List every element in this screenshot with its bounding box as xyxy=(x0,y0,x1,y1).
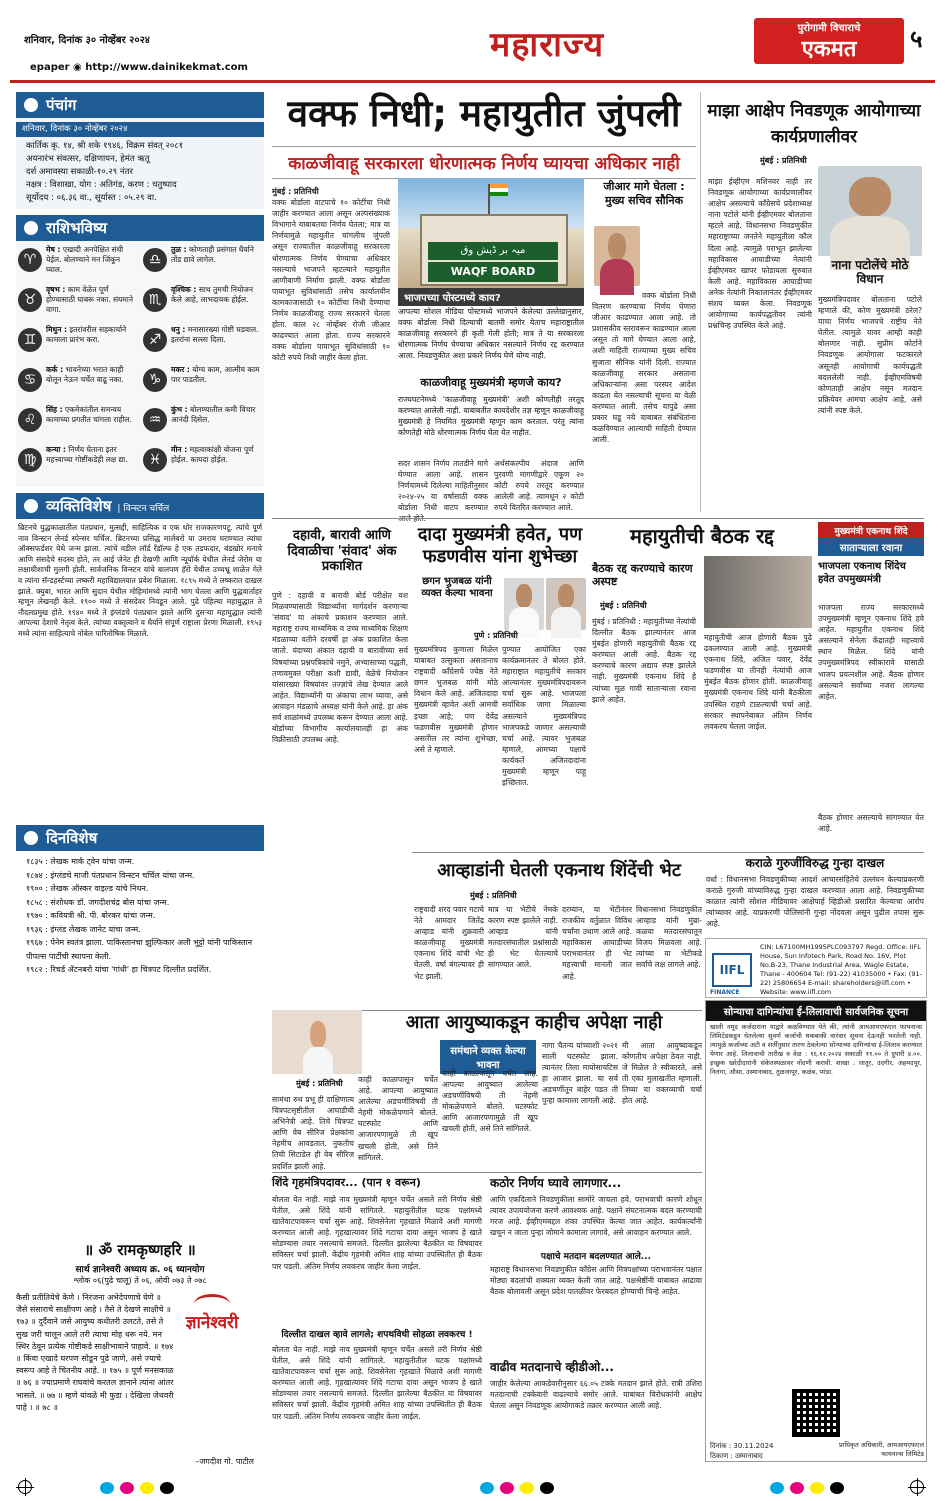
color-swatch-icon xyxy=(160,1482,174,1494)
kathor-headline: कठोर निर्णय घ्यावे लागणार... xyxy=(490,1176,622,1190)
zodiac-icon: ♎ xyxy=(143,248,167,272)
kathor-text: आणि एकदिलाने निवडणुकीला सामोरे जायला हवे. पराभवाची कारणे शोधून त्यावर उपाययोजना करणे आवश्यक आहे. पक्षाने संघटनात्मक बदल करण्याची गरज आहे. ईव्हीएमबद्दल शंका उपस्थित केल्या जात आहेत. कार्यकर्त्यांनी खचून न जाता पुन्हा जोमाने कामाला लागावे, असे आवाहन करण्यात आले. xyxy=(490,1195,702,1238)
rt-column-1: माझा ईव्हीएम मशिनवर नाही तर निवडणूक आयोगाच्या कार्यप्रणालीवर आक्षेप असल्याचे काँग्रेसचे प्रदेशाध्यक्ष नाना पटोले यांनी ईव्हीएमवर बोलताना म्हटले आहे. विधानसभा निवडणुकीत महाराष्ट्राच्या जनतेने महायुतीला कौल दिला आहे. त्यामुळे पराभूत झालेल्या महाविकास आघाडीच्या नेत्यांनी ईव्हीएमवर खापर फोडायला सुरुवात केली आहे. महाविकास आघाडीच्या अनेक नेत्यांनी निकालानंतर ईव्हीएमवर संशय व्यक्त केला. निवडणूक आयोगाच्या कार्यपद्धतीवर त्यांनी प्रश्नचिन्ह उपस्थित केले आहे. xyxy=(708,177,812,331)
caretaker-question-heading: काळजीवाहू मुख्यमंत्री म्हणजे काय? xyxy=(420,376,562,389)
aayu-column-3: नागा चैतन्य यांच्याशी २०२१ साली घटस्फोट झाला. त्यानंतर तिला मायोसायटिस हा आजार झाला. या सर्व अडचणींतून बाहेर पडत ती पुन्हा कामाला लागली आहे. xyxy=(542,1041,618,1106)
baithak-column-2: महायुतीची आज होणारी बैठक पुढे ढकलण्यात आली आहे. मुख्यमंत्री एकनाथ शिंदे, अजित पवार, देवेंद्र फडणवीस या तीनही नेत्यांची आज मुंबईत बैठक होणार होती. काळजीवाहू मुख्यमंत्री एकनाथ शिंदे यांनी बैठकीला उपस्थित राहणे टाळल्याची चर्चा आहे. सरकार स्थापनेबाबत अंतिम निर्णय लवकरच घेतला जाईल. xyxy=(704,633,812,731)
color-swatch-icon xyxy=(480,1482,494,1494)
devotional-box xyxy=(16,1234,264,1468)
dnyaneshwari-sub2: श्लोक ०६(पुढे चालू) ते ०६, ओवी ०७३ ते ०७८ xyxy=(73,1276,207,1285)
shinde-grih-subhead: दिल्लीत दाखल व्हावे लागले; शपथविधी सोहळा लवकरच ! xyxy=(281,1330,473,1340)
lead-subheadline: काळजीवाहू सरकारला धोरणात्मक निर्णय घ्यायचा अधिकार नाही xyxy=(272,146,696,179)
shinde-box-title: मुख्यमंत्री एकनाथ शिंदे xyxy=(818,522,924,539)
aayu-subhead: समंथाने व्यक्त केल्या भावना xyxy=(440,1040,536,1074)
zodiac-icon: ♑ xyxy=(143,368,167,392)
issue-date: शनिवार, दिनांक ३० नोव्हेंबर २०२४ xyxy=(24,35,150,46)
kathor-subhead-2: वाढीव मतदानाचे व्हीडीओ... xyxy=(490,1360,614,1374)
iifl-ad xyxy=(705,938,927,998)
notice-sign: प्राधिकृत अधिकारी, आयआयएफएल फायनान्स लिमिटेड xyxy=(838,1441,924,1458)
karale-text: वर्धा : विधानसभा निवडणुकीच्या आदर्श आचारसंहितेचे उल्लंघन केल्याप्रकरणी कराळे गुरुजी यांच्याविरुद्ध गुन्हा दाखल करण्यात आला आहे. निवडणुकीच्या काळात त्यांनी सोशल मीडियावर आक्षेपार्ह व्हिडीओ प्रसारित केल्याचा आरोप त्यांच्यावर आहे. याप्रकरणी पोलिसांनी गुन्हा नोंदवला असून पुढील तपास सुरू आहे. xyxy=(706,875,924,929)
photo-sign-urdu: ميہ بر ڈيش وق xyxy=(428,242,558,260)
list-item: १९८२ : रिचर्ड ॲटनबरो यांचा 'गांधी' हा चित्रपट दिल्लीत प्रदर्शित. xyxy=(26,965,212,974)
zodiac-icon: ♐ xyxy=(143,328,167,352)
baithak-subhead: बैठक रद्द करण्याचे कारण अस्पष्ट xyxy=(592,562,693,589)
iifl-logo: IIFL xyxy=(712,953,752,987)
devotional-text: कैसी प्रतीतियेचे केणे । निरंजना अभेदेपणाचे घेणे ॥ जैसे संसाराचे साक्षीपण आहे । तैसे ते देखणे साक्षीचे ॥ १७३ ॥ दुर्दैवाने जसे आयुष्य कधीतरी उलटते, तसे ते सुख जरी चालून आले तरी त्याचा मोह धरू नये. मन स्थिर ठेवून प्रत्येक गोष्टीकडे साक्षीभावाने पाहावे. ॥ १७४ ॥ किंवा एखादे घरपण सोडून पुढे जाणे, असे ज्याचे स्वरूप आहे ते चिंतनीय आहे. ॥ १७५ ॥ पूर्ण मनसकाळ ॥ ७६ ॥ ज्याप्रमाणे राघवांचे करतल ज्ञानाने त्यांना आंतर भासले. ॥ ७७ ॥ म्हणे यांवळे मी फुडा । देखिला जेथवरी पाहे । ॥ ७८ ॥ xyxy=(16,1293,174,1412)
panchang-list xyxy=(16,118,264,209)
shinde-box-text: भाजपला राज्य सरकारमध्ये उपमुख्यमंत्री म्हणून एकनाथ शिंदे हवे आहेत. महायुतीत एकनाथ शिंदे असल्याने सेनेला केंद्रातही महत्त्वाचे स्थान मिळेल. शिंदे यांनी उपमुख्यमंत्रिपद स्वीकारावे यासाठी भाजप प्रयत्नशील आहे. बैठक होणार असल्याने सर्वांच्या नजरा लागल्या आहेत. xyxy=(818,603,924,701)
newspaper-logo xyxy=(754,18,904,64)
color-swatch-icon xyxy=(100,1482,114,1494)
ajit-pawar-photo xyxy=(504,578,544,630)
dnyaneshwari-logo: ज्ञानेश्वरी xyxy=(172,1294,252,1354)
rashi-item: ♒ कुंभ : बोलण्यातील कमी विचार आनंदी दिसेल. xyxy=(143,405,262,443)
zodiac-icon: ♉ xyxy=(18,288,42,312)
color-swatch-icon xyxy=(540,1482,554,1494)
bhujbal-photo xyxy=(546,578,586,630)
logo-text: एकमत xyxy=(801,37,857,62)
lead-headline: वक्फ निधी; महायुतीत जुंपली xyxy=(287,92,681,135)
color-swatch-icon xyxy=(520,1482,534,1494)
aayu-column-2b: काही काळापासून चर्चेत आहे. आपल्या आयुष्यात आलेल्या अडचणींविषयी ती नेहमी मोकळेपणाने बोलते. घटस्फोट आणि आजारपणामुळे ती खूप खचली होती, असे तिने सांगितले. xyxy=(442,1069,538,1134)
bullet-icon xyxy=(24,831,38,845)
hsc-text: पुणे : दहावी व बारावी बोर्ड परीक्षेत यश मिळवण्यासाठी विद्यार्थ्यांना मार्गदर्शन करणाऱ्या 'संवाद' या अंकाचे प्रकाशन करण्यात आले. महाराष्ट्र राज्य माध्यमिक व उच्च माध्यमिक शिक्षण मंडळाच्या वतीने दरवर्षी हा अंक प्रकाशित केला जातो. यंदाच्या अंकात दहावी व बारावीच्या सर्व विषयांच्या प्रश्नपत्रिकांचे नमुने, अभ्यासाच्या पद्धती, तणावमुक्त परीक्षा कशी द्यावी, वेळेचे नियोजन यांसारख्या विषयांवर तज्ज्ञांचे लेख देण्यात आले आहेत. विद्यार्थ्यांनी या अंकाचा लाभ घ्यावा, असे आवाहन मंडळाचे अध्यक्ष यांनी केले आहे. हा अंक सर्व शाळांमध्ये उपलब्ध करून देण्यात आला आहे. बोर्डाच्या विभागीय कार्यालयातही हा अंक विक्रीसाठी उपलब्ध आहे. xyxy=(272,591,408,745)
color-swatch-icon xyxy=(140,1482,154,1494)
rashi-item: ♌ सिंह : एकमेकांतील समन्वय कामाच्या प्रगतीत चांगला राहील. xyxy=(18,405,137,443)
bjp-post-text: आपल्या सोशल मीडिया पोस्टमध्ये भाजपने केलेल्या उल्लेखानुसार, वक्फ बोर्डाला निधी दिल्याची बातमी समोर येताच महाराष्ट्रातील काळजीवाहू सरकारने ही कृती गेली होती; मात्र ते या सरकारला धोरणात्मक निर्णय घेण्याचा अधिकार नसल्याने निर्णय रद्द करण्यात आला. निवडणुकीत अशा प्रकारे निर्णय घेणे योग्य नाही. xyxy=(398,307,584,361)
dada-headline: दादा मुख्यमंत्री हवेत, पण फडणवीस यांना शुभेच्छा xyxy=(417,524,583,567)
karale-headline: कराळे गुरुजींविरुद्ध गुन्हा दाखल xyxy=(745,856,885,870)
panchang-date: शनिवार, दिनांक ३० नोव्हेंबर २०२४ xyxy=(16,122,264,137)
list-item: १९६७ : पेनेम स्वतंत्र झाला. पाकिस्तानचा झुल्फिकार अली भुट्टो यांनी पाकिस्तान पीपल्स पार्टीची स्थापना केली. xyxy=(26,938,253,961)
rashi-item: ♋ कर्क : भावनेच्या भरात काही बोलून नेऊन चर्चेत वाढू नका. xyxy=(18,365,137,403)
page-number: ५ xyxy=(910,25,923,53)
rashi-item: ♈ मेष : एखादी अनपेक्षित संधी येईल. बोलण्याने मन जिंकून घ्याल. xyxy=(18,245,137,283)
samantha-photo xyxy=(272,1010,362,1074)
zodiac-icon: ♍ xyxy=(18,448,42,472)
list-item: १९०० : लेखक ऑस्कर वाइल्ड यांचे निधन. xyxy=(26,884,149,893)
shinde-grih-text-2: बोलता येत नाही. माझे नाव मुख्यमंत्री म्हणून चर्चेत असले तरी निर्णय श्रेष्ठी घेतील, असे शिंदे यांनी सांगितले. महायुतीतील घटक पक्षांमध्ये खातेवाटपावरून चर्चा सुरू आहे. शिवसेनेला गृहखाते मिळावे अशी मागणी करण्यात आली आहे. गृहखात्यावर शिंदे गटाचा दावा असून भाजप हे खाते सोडण्यास तयार नसल्याचे समजते. दिल्लीत झालेल्या बैठकीत या विषयावर सविस्तर चर्चा झाली. केंद्रीय गृहमंत्री अमित शाह यांच्या उपस्थितीत ही बैठक पार पडली. अंतिम निर्णय लवकरच जाहीर केला जाईल. xyxy=(272,1345,482,1421)
panchang-line: नक्षत्र : विशाखा, योग : अतिगंड, करण : चतुष्पाद xyxy=(26,180,177,190)
list-item: १९७० : कवियत्री श्री. पी. बोरकर यांचा जन्म. xyxy=(26,911,156,920)
zodiac-icon: ♏ xyxy=(143,288,167,312)
rashi-item: ♍ कन्या : निर्णय घेताना इतर महत्त्वाच्या गोष्टींकडेही लक्ष द्या. xyxy=(18,445,137,483)
iifl-logo-sub: FINANCE xyxy=(710,989,740,996)
bullet-icon xyxy=(24,499,38,513)
rashi-item: ♐ धनु : मनासारख्या गोष्टी घडवाल. इतरांना सल्ला दिला. xyxy=(143,325,262,363)
rashi-item: ♑ मकर : योग्य काम, आत्मीय काम पार पाडतील. xyxy=(143,365,262,403)
shinde-grih-headline: शिंदे गृहमंत्रिपदावर... (पान १ वरून) xyxy=(272,1176,421,1189)
panchang-line: कार्तिक कृ. १४, श्री शके १९४६, विक्रम संवत् २०८१ xyxy=(26,141,184,151)
awhad-column-4: विधानसभा निवडणुकीत आव्हाड यांनी मुंब्रा-कळवा मतदारसंघातून विजय मिळवला आहे. त्यांच्या या भेटीकडे सर्वांचे लक्ष लागले आहे. xyxy=(636,905,702,970)
sujata-saunik-photo xyxy=(594,226,640,286)
dada-subhead: छगन भुजबळ यांनी व्यक्त केल्या भावना xyxy=(421,576,493,599)
zodiac-icon: ♒ xyxy=(143,408,167,432)
list-item: १८३५ : लेखक मार्क ट्वेन यांचा जन्म. xyxy=(26,857,135,866)
color-swatch-icon xyxy=(830,1482,844,1494)
zodiac-icon: ♊ xyxy=(18,328,42,352)
masthead-rule xyxy=(10,80,935,83)
logo-tagline: पुरोगामी विचाराचे xyxy=(797,23,861,34)
baithak-byline: मुंबई : प्रतिनिधी xyxy=(600,601,647,610)
dnyaneshwari-sub: सार्थ ज्ञानेश्वरी अध्याय क्र. ०६ ध्यानयोग xyxy=(75,1265,205,1275)
panchang-line: सूर्योदय : ०६.३६ वा., सूर्यास्त : ०५.२९ वा. xyxy=(26,193,157,203)
bullet-icon xyxy=(24,98,38,112)
kathor-text-3: जाहीर केलेल्या आकडेवारीनुसार ६६.०५ टक्के मतदान झाले होते. रात्री उशिरा मतदानाची टक्केवारी वाढल्याचे समोर आले. याबाबत विरोधकांनी आक्षेप घेतला असून निवडणूक आयोगाकडे तक्रार करण्यात आली आहे. xyxy=(490,1379,702,1411)
shinde-box-headline: भाजपला एकनाथ शिंदेच हवेत उपमुख्यमंत्री xyxy=(818,561,906,585)
epaper-link[interactable]: epaper ◉ http://www.dainikekmat.com xyxy=(30,62,248,73)
gr-box-title: जीआर मागे घेतला : xyxy=(603,180,685,193)
awhad-column-1: राष्ट्रवादी शरद पवार गटाचे नेते आमदार जितेंद्र आव्हाड यांनी शुक्रवारी काळजीवाहू मुख्यमंत्री एकनाथ शिंदे यांची भेट घेतली. वर्षा बंगल्यावर ही भेट झाली. xyxy=(414,905,484,981)
color-swatch-icon xyxy=(120,1482,134,1494)
aayu-byline: मुंबई : प्रतिनिधी xyxy=(296,1079,343,1088)
masthead xyxy=(10,18,935,78)
kathor-subhead: पक्षाचे मतदान बदलण्यात आले... xyxy=(540,1252,652,1262)
rt-byline: मुंबई : प्रतिनिधी xyxy=(760,156,807,165)
section-title: महाराज्य xyxy=(490,25,605,65)
registration-mark-icon xyxy=(18,1480,32,1494)
bullet-icon xyxy=(24,221,38,235)
shinde-box-foot: बैठक होणार असल्याचे सांगण्यात येत आहे. xyxy=(818,813,924,834)
rashi-item: ♓ मीन : महत्वाकांक्षी योजना पूर्ण होईल. कायदा होईल. xyxy=(143,445,262,483)
lead-column-4: अर्थसंकल्पीय अंदाज आणि पुरवणी मागणीद्वारे एकूण २० कोटी रुपये तरतूद करण्यात आलेली आहे. त्यामधून २ कोटी रुपये वितरित करण्यात आले. xyxy=(494,459,584,513)
rashi-grid xyxy=(16,241,264,487)
kathor-text-2: महाराष्ट्र विधानसभा निवडणुकीत काँग्रेस आणि मित्रपक्षांच्या पराभवानंतर पक्षात मोठ्या बदलांची शक्यता व्यक्त केली जात आहे. पक्षश्रेष्ठींनी याबाबत आढावा बैठक बोलावली असून प्रदेश पातळीवर फेरबदल होण्याची चिन्हे आहेत. xyxy=(490,1265,702,1297)
color-swatch-icon xyxy=(770,1482,784,1494)
shinde-grih-text: बोलता येत नाही. माझे नाव मुख्यमंत्री म्हणून चर्चेत असले तरी निर्णय श्रेष्ठी घेतील, असे शिंदे यांनी सांगितले. महायुतीतील घटक पक्षांमध्ये खातेवाटपावरून चर्चा सुरू आहे. शिवसेनेला गृहखाते मिळावे अशी मागणी करण्यात आली आहे. गृहखात्यावर शिंदे गटाचा दावा असून भाजप हे खाते सोडण्यास तयार नसल्याचे समजते. दिल्लीत झालेल्या बैठकीत या विषयावर सविस्तर चर्चा झाली. केंद्रीय गृहमंत्री अमित शाह यांच्या उपस्थितीत ही बैठक पार पडली. अंतिम निर्णय लवकरच जाहीर केला जाईल. xyxy=(272,1195,482,1271)
dinvishesh-header: दिनविशेष xyxy=(16,825,264,851)
zodiac-icon: ♋ xyxy=(18,368,42,392)
awhad-headline: आव्हाडांनी घेतली एकनाथ शिंदेंची भेट xyxy=(437,860,681,881)
iifl-address: CIN: L67100MH1995PLC093797 Regd. Office: IIFL House, Sun Infotech Park, Road No. 16V, Plot No.B-23, Thane Industrial Area, Wagle Estate, Thane - 400604 Tel: (91-22) 41035000 • Fax: (91-22) 25806654 E-mail: shareholders@iifl.com • Website: www.iifl.com xyxy=(760,943,922,996)
photo-sign: WAQF BOARD xyxy=(428,262,558,282)
aayu-column-1: सामंथा रुथ प्रभू ही दाक्षिणात्य चित्रपटसृष्टीतील आघाडीची अभिनेत्री आहे. तिचे चित्रपट आणि वेब सीरिज प्रेक्षकांना नेहमीच आवडतात. नुकतीच तिची सिटाडेल ही वेब सीरिज प्रदर्शित झाली आहे. xyxy=(272,1095,354,1171)
auction-notice xyxy=(705,1000,927,1462)
gr-box-title2: मुख्य सचिव सौनिक xyxy=(604,194,684,207)
panchang-line: अयनारंभ संवत्सर, दक्षिणायन, हेमंत ऋतू xyxy=(26,154,150,164)
baithak-column-1: मुंबई । प्रतिनिधी : महायुतीच्या नेत्यांची दिल्लीत बैठक झाल्यानंतर आज मुंबईत होणारी महायुतीची बैठक रद्द करण्यात आली आहे. बैठक रद्द करण्याचे कारण अद्याप स्पष्ट झालेले नाही. मुख्यमंत्री एकनाथ शिंदे हे त्यांच्या मूळ गावी साताऱ्याला रवाना झाले आहेत. xyxy=(592,617,696,704)
awhad-column-3: दरम्यान, या भेटीनंतर राजकीय वर्तुळात विविध चर्चांना उधाण आले आहे. महाविकास आघाडीच्या पराभवानंतर ही भेट महत्त्वाची मानली जात आहे. xyxy=(562,905,632,981)
rt-headline: माझा आक्षेप निवडणूक आयोगाच्या कार्यप्रणालीवर xyxy=(707,101,921,147)
panchang-line: दर्श अमावस्या सकाळी-१०.२९ नंतर xyxy=(26,167,133,177)
color-swatch-icon xyxy=(790,1482,804,1494)
registration-mark-icon xyxy=(910,1480,924,1494)
rt-photo-caption: नाना पटोलेंचे मोठे विधान xyxy=(831,258,909,286)
byline: मुंबई : प्रतिनिधी xyxy=(272,187,319,196)
om-heading: ॥ ॐ रामकृष्णहरि ॥ xyxy=(84,1241,196,1259)
flag-icon xyxy=(488,184,490,214)
rashi-item: ♎ तुळ : कोणताही प्रसंगात धैर्याने तोंड द्यावे लागेल. xyxy=(143,245,262,283)
zodiac-icon: ♌ xyxy=(18,408,42,432)
photo-caption: भाजपच्या पोस्टमध्ये काय? xyxy=(398,288,584,306)
qr-code-icon xyxy=(792,1389,840,1437)
left-column xyxy=(16,86,264,1216)
hsc-headline: दहावी, बारावी आणि दिवाळीचा 'संवाद' अंक प्रकाशित xyxy=(287,528,397,575)
list-item: १८५८ : संशोधक डॉ. जगदीशचंद्र बोस यांचा जन्म. xyxy=(26,897,170,907)
baithak-headline: महायुतीची बैठक रद्द xyxy=(629,524,774,548)
notice-place: ठिकाण : उस्मानाबाद xyxy=(710,1452,763,1460)
awhad-byline: मुंबई : प्रतिनिधी xyxy=(470,891,517,900)
color-swatch-icon xyxy=(810,1482,824,1494)
rashi-item: ♊ मिथुन : इतरांवरील सहकार्याने कामाला प्रारंभ करा. xyxy=(18,325,137,363)
dada-byline: पुणे : प्रतिनिधी xyxy=(474,631,518,640)
notice-title: सोन्याचा दागिन्यांचा ई-लिलावाची सार्वजनिक सूचना xyxy=(706,1001,926,1021)
vyakti-header: व्यक्तिविशेष | विन्स्टन चर्चिल xyxy=(16,493,264,519)
aayu-column-4: मी आता आयुष्याकडून कोणतीच अपेक्षा ठेवत नाही. जे मिळेल ते स्वीकारते, असे ती एका मुलाखतीत म्हणाली. तिच्या या वक्तव्याची चर्चा होत आहे. xyxy=(622,1041,702,1106)
lead-column-1: मुंबई : प्रतिनिधी वक्फ बोर्डाला वाटपाचे १० कोटींचा निधी जाहीर करण्यात आला असून अल्पसंख्याक विभागाने याबाबतचा निर्णय घेतला; मात्र या निर्णयामुळे महायुतीत चांगलीच जुंपली असून राज्यातील काळजीवाहू सरकारला धोरणात्मक निर्णय घेण्याचा अधिकार नसल्याचे भाजपने म्हटल्याने महायुतीत आणीबाणी निर्माण झाली. वक्फ बोर्डाला पायाभूत सुविधांसाठी तसेच कार्यालयीन कामकाजासाठी १० कोटींचा निधी देण्याचा निर्णय काळजीवाहू राज्य सरकारने घेतला होता. काल २८ नोव्हेंबर रोजी जीआर काढण्यात आला होता. राज्य सरकारने वक्फ बोर्डाला पायाभूत सुविधांसाठी १० कोटी रुपये निधी जाहीर केला होता. xyxy=(272,187,390,363)
lead-column-3: सदर शासन निर्णय तातडीने मागे घेण्यात आला आहे. शासन निर्णयामध्ये दिलेल्या माहितीनुसार २०२४-२५ या वर्षासाठी वक्फ बोर्डाला निधी वाटप करण्यात xyxy=(398,459,488,513)
dinvishesh-list xyxy=(16,851,264,981)
shinde-fadnavis-photo xyxy=(704,556,812,628)
awhad-column-2: मात्र या भेटीचे नेमके कारण स्पष्ट झालेले नाही. आव्हाड यांनी मतदारसंघातील प्रश्नांसाठी ही भेट घेतल्याचे सांगण्यात आले. xyxy=(488,905,558,970)
notice-date: दिनांक : 30.11.2024 xyxy=(710,1442,774,1450)
shinde-box-title2: साताऱ्याला रवाना xyxy=(818,538,924,556)
list-item: १९३६ : इंग्लंड लेखक जानेट यांचा जन्म. xyxy=(26,924,141,934)
rashi-item: ♏ वृश्चिक : साथ तुमची नियोजन केले आहे, लाभदायक होईल. xyxy=(143,285,262,323)
caretaker-question-text: राज्यघटनेमध्ये 'काळजीवाहू मुख्यमंत्री' अशी कोणतीही तरतूद करण्यात आलेली नाही. याबाबतीत कायदेशीर तज्ञ म्हणून काळजीवाहू मुख्यमंत्री हे नियमित मुख्यमंत्री म्हणून काम करतात. परंतु त्यांना कोणतेही मोठे धोरणात्मक निर्णय घेता येत नाहीत. xyxy=(398,395,584,438)
rashi-item: ♉ वृषभ : काम वेळेत पूर्ण होण्यासाठी घाबरू नका. संयमाने वागा. xyxy=(18,285,137,323)
dada-column-1: मुख्यमंत्रिपद कुणाला मिळेल याबाबत उत्सुकता असतानाच राष्ट्रवादी काँग्रेसचे ज्येष्ठ नेते छगन भुजबळ यांनी मोठे विधान केले आहे. अजितदादा मुख्यमंत्री व्हावेत अशी आमची इच्छा आहे; पण देवेंद्र फडणवीस मुख्यमंत्री होणार असतील तर त्यांना शुभेच्छा, असे ते म्हणाले. xyxy=(414,645,498,754)
nana-patole-photo xyxy=(818,166,922,256)
dada-column-2: पुण्यात आयोजित एका कार्यक्रमानंतर ते बोलत होते. महाराष्ट्रात महायुतीचे सरकार आल्यानंतर मुख्यमंत्रिपदावरून चर्चा सुरू आहे. भाजपला सर्वाधिक जागा मिळाल्या असल्याने मुख्यमंत्रिपद भाजपकडे जाणार असल्याची चर्चा आहे. त्यावर भुजबळ म्हणाले, आमच्या पक्षाचे कार्यकर्ते अजितदादांना मुख्यमंत्री म्हणून पाहू इच्छितात. xyxy=(502,645,586,788)
color-swatch-icon xyxy=(500,1482,514,1494)
aayu-column-2: काही काळापासून चर्चेत आहे. आपल्या आयुष्यात आलेल्या अडचणींविषयी ती नेहमी मोकळेपणाने बोलते. घटस्फोट आणि आजारपणामुळे ती खूप खचली होती, असे तिने सांगितले. xyxy=(358,1075,438,1162)
zodiac-icon: ♓ xyxy=(143,448,167,472)
rt-column-2: मुख्यमंत्रिपदावर बोलताना पटोले म्हणाले की, कोण मुख्यमंत्री ठरेल? याचा निर्णय भाजपचे राष्ट्रीय नेते घेतील. त्यामुळे यावर आम्ही काही बोलणार नाही. सुप्रीम कोर्टाने निवडणूक आयोगाला फटकारले असूनही आयोगाची कार्यपद्धती बदललेली नाही. ईव्हीएमविषयी कोणताही आक्षेप नसून मतदान प्रक्रियेवर आमचा आक्षेप आहे, असे त्यांनी स्पष्ट केले. xyxy=(818,295,922,415)
devotional-sign: –जगदीश गो. पाटील xyxy=(195,1457,254,1466)
zodiac-icon: ♈ xyxy=(18,248,42,272)
notice-text: खाली नमूद कर्जदारांना याद्वारे कळविण्यात येते की, त्यांनी आयआयएफएल फायनान्स लिमिटेडकडून घेतलेल्या सुवर्ण कर्जाची थकबाकी वारंवार सूचना देऊनही भरलेली नाही. त्यामुळे कर्जाच्या अटी व शर्तींनुसार तारण ठेवलेल्या सोन्याच्या दागिन्यांचा ई-लिलाव करण्यात येणार आहे. लिलावाची तारीख व वेळ : १६.१२.२०२४ सकाळी ११.०० ते दुपारी ४.००. इच्छुक खरेदीदारांनी संकेतस्थळावर नोंदणी करावी. शाखा : लातूर, उदगीर, अहमदपूर, निलंगा, औसा, उस्मानाबाद, तुळजापूर, कळंब, परंडा. xyxy=(710,1023,922,1076)
panchang-header: पंचांग xyxy=(16,92,264,118)
waqf-board-photo xyxy=(398,178,584,302)
rashi-header: राशिभविष्य xyxy=(16,215,264,241)
aayu-headline: आता आयुष्याकडून काहीच अपेक्षा नाही xyxy=(405,1012,663,1033)
gr-box-text: वक्फ बोर्डाला निधी वितरण करण्याचा निर्णय घेणारा जीआर काढण्यात आला आहे. तो प्रशासकीय स्तरावरून काढण्यात आला असून तो मागे घेण्यात आला आहे, अशी माहिती राज्याच्या मुख्य सचिव सुजाता सौनिक यांनी दिली. राज्यात काळजीवाहू सरकार असताना अधिकाऱ्यांना असा परस्पर आदेश काढता येत नसल्याची सूचना या वेळी करण्यात आली. तसेच यापुढे असा प्रकार घडू नये याबाबत संबंधितांना कळविण्यात आल्याची माहिती देण्यात आली. xyxy=(592,291,696,445)
list-item: १८७४ : इंग्लंडचे माजी पंतप्रधान विन्स्टन चर्चिल यांचा जन्म. xyxy=(26,870,195,880)
vyakti-text: ब्रिटनचे युद्धकाळातील पंतप्रधान, मुत्सद्दी, साहित्यिक व एक थोर राजकारणपटू. त्यांचे पूर्ण नाव विन्स्टन लेनर्ड स्पेन्सर चर्चिल. ब्रिटनच्या प्रसिद्ध मार्लबरो या उमराव घराण्यात त्यांचा ऑक्सफर्डशर येथे जन्म झाला. त्यांचे वडील लॉर्ड रँडॉल्फ हे एक तडफदार, बंडखोर मनाचे आणि संसदेचे सदस्य होते, तर आई जेनेट ही देखणी आणि न्यूयॉर्क येथील लेनर्ड जेरोम या लक्षाधीशाची मुलगी होती. सार्वजनिक विन्स्टन यांचे बालपण हॅरो येथील उच्चभ्रू शाळेत गेले व त्यांना सॅन्डहर्स्टच्या लष्करी महाविद्यालयात प्रवेश मिळाला. १८९५ मध्ये ते लष्करात दाखल झाले. क्युबा, भारत आणि सुदान येथील मोहिमांमध्ये त्यांनी भाग घेतला आणि युद्धवार्ताहर म्हणून लेखनही केले. १९०० मध्ये ते संसदेवर निवडून आले. पुढे पहिल्या महायुद्धात ते नौदलप्रमुख होते. १९४० मध्ये ते इंग्लंडचे पंतप्रधान झाले आणि दुसऱ्या महायुद्धात त्यांनी आपल्या देशाचे नेतृत्व केले. त्यांच्या वक्तृत्वाने व धैर्याने संपूर्ण राष्ट्राला प्रेरणा मिळाली. १९५३ मध्ये त्यांना साहित्याचे नोबेल पारितोषिक मिळाले. xyxy=(18,523,262,638)
